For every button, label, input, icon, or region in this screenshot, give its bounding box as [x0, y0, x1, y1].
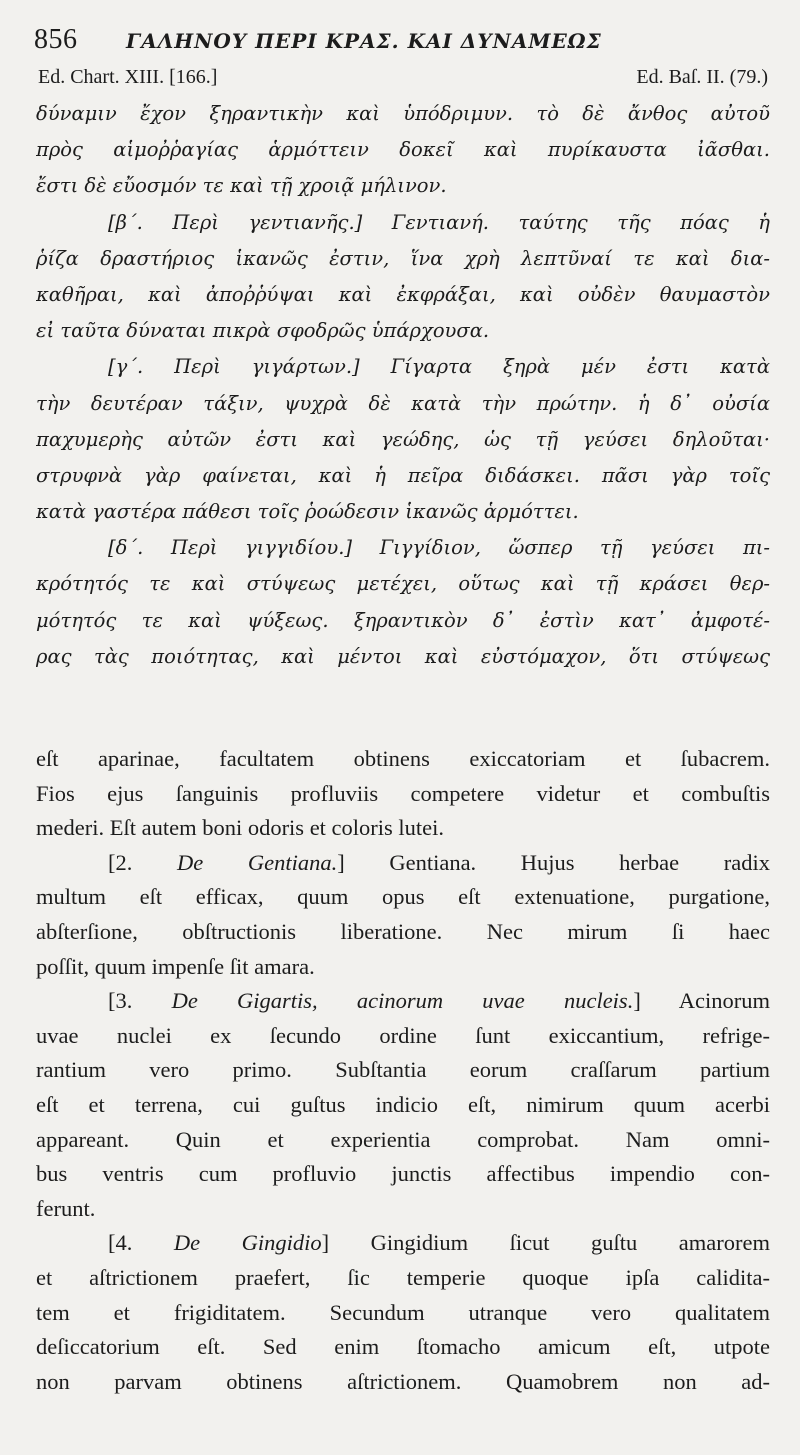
page-number: 856 — [34, 24, 78, 55]
latin-line: multum eſt efficax, quum opus eſt extenuatione, purgatione, — [36, 884, 770, 910]
greek-line: μότητός τε καὶ ψύξεως. ξηραντικὸν δ᾽ ἐστὶν κατ᾽ ἀμφοτέ- — [36, 608, 770, 632]
latin-line: uvae nuclei ex ſecundo ordine ſunt exiccantium, refrige- — [36, 1022, 770, 1048]
section-text: ] Gentiana. Hujus herbae radix — [337, 849, 770, 875]
greek-line: πρὸς αἱμοῤῥαγίας ἁρμόττειν δοκεῖ καὶ πυρίκαυστα ἰᾶσθαι. — [36, 138, 770, 162]
latin-line: appareant. Quin et experientia comprobat. Nam omni- — [36, 1126, 770, 1152]
latin-line: rantium vero primo. Subſtantia eorum craſſarum partium — [36, 1057, 770, 1083]
greek-line: καθῆραι, καὶ ἀποῤῥύψαι καὶ ἐκφράξαι, καὶ οὐδὲν θαυμαστὸν — [36, 282, 770, 306]
section-text: ] Acinorum — [633, 988, 770, 1014]
latin-line: deſiccatorium eſt. Sed enim ſtomacho amicum eſt, utpote — [36, 1334, 770, 1360]
greek-line: κατὰ γαστέρα πάθεσι τοῖς ῥοώδεσιν ἱκανῶς ἁρμόττει. — [36, 500, 579, 524]
latin-line: et aſtrictionem praefert, ſic temperie quoque ipſa caliditа- — [36, 1264, 770, 1290]
section-number: [3. — [108, 988, 172, 1014]
section-title: De Gentiana. — [177, 849, 338, 875]
greek-line: ῥίζα δραστήριος ἱκανῶς ἐστιν, ἵνα χρὴ λεπτῦναί τε καὶ δια- — [36, 246, 770, 270]
greek-line: ἔστι δὲ εὔοσμόν τε καὶ τῇ χροιᾷ μήλινον. — [36, 174, 447, 198]
latin-line: mederi. Eſt autem boni odoris et coloris lutei. — [36, 815, 445, 841]
greek-line: [β΄. Περὶ γεντιανῆς.] Γεντιανή. ταύτης τῆς πόας ἡ — [108, 210, 770, 234]
section-text: ] Gingidium ſicut guſtu amarorem — [321, 1230, 770, 1256]
greek-line: [γ΄. Περὶ γιγάρτων.] Γίγαρτα ξηρὰ μέν ἐστι κατὰ — [108, 355, 770, 379]
latin-line: eſt et terrena, cui guſtus indicio eſt, nimirum quum acerbi — [36, 1091, 770, 1117]
latin-section-heading — [36, 984, 770, 1019]
section-title: De Gigartis, acinorum uvae nucleis. — [171, 988, 634, 1014]
latin-line: bus ventris cum profluvio junctis affectibus impendio con- — [36, 1161, 770, 1187]
greek-line: τὴν δευτέραν τάξιν, ψυχρὰ δὲ κατὰ τὴν πρώτην. ἡ δ᾽ οὐσία — [36, 391, 770, 415]
greek-line: δύναμιν ἔχον ξηραντικὴν καὶ ὑπόδριμυν. τὸ δὲ ἄνθος αὐτοῦ — [36, 102, 770, 125]
greek-line: κρότητός τε καὶ στύψεως μετέχει, οὕτως καὶ τῇ κράσει θερ- — [36, 572, 770, 596]
greek-line: παχυμερὴς αὐτῶν ἐστι καὶ γεώδης, ὡς τῇ γεύσει δηλοῦται· — [36, 427, 770, 451]
latin-line: non parvam obtinens aſtrictionem. Quamobrem non ad- — [36, 1368, 770, 1394]
latin-line: Fios ejus ſanguinis profluviis competere videtur et combuſtis — [36, 780, 770, 806]
edition-reference-left: Ed. Chart. XIII. [166.] — [38, 66, 218, 88]
latin-line: eſt aparinae, facultatem obtinens exiccatoriam et ſubacrem. — [36, 746, 770, 771]
section-number: [4. — [108, 1230, 174, 1256]
latin-line: ferunt. — [36, 1195, 96, 1221]
latin-line: poſſit, quum impenſe ſit amara. — [36, 953, 315, 979]
running-title: ΓΑΛΗΝΟΥ ΠΕΡΙ ΚΡΑΣ. ΚΑΙ ΔΥΝΑΜΕΩΣ — [126, 29, 602, 53]
latin-text-block — [36, 742, 770, 1399]
greek-text-block — [36, 96, 770, 675]
section-title: De Gingidio — [173, 1230, 322, 1256]
edition-references — [38, 66, 768, 89]
section-number: [2. — [108, 849, 177, 875]
edition-reference-right: Ed. Baſ. II. (79.) — [636, 66, 768, 88]
greek-line: στρυφνὰ γὰρ φαίνεται, καὶ ἡ πεῖρα διδάσκει. πᾶσι γὰρ τοῖς — [36, 463, 770, 487]
page-header — [34, 24, 770, 60]
latin-line: abſterſione, obſtructionis liberatione. Nec mirum ſi haec — [36, 918, 770, 944]
greek-line: ρας τὰς ποιότητας, καὶ μέντοι καὶ εὐστόμαχον, ὅτι στύψεως — [36, 644, 770, 668]
latin-line: tem et frigiditatem. Secundum utranque vero qualitatem — [36, 1299, 770, 1325]
greek-line: [δ΄. Περὶ γιγγιδίου.] Γιγγίδιον, ὥσπερ τῇ γεύσει πι- — [108, 536, 770, 560]
latin-section-heading — [36, 846, 770, 881]
greek-line: εἰ ταῦτα δύναται πικρὰ σφοδρῶς ὑπάρχουσα. — [36, 319, 490, 343]
latin-section-heading — [36, 1226, 770, 1261]
